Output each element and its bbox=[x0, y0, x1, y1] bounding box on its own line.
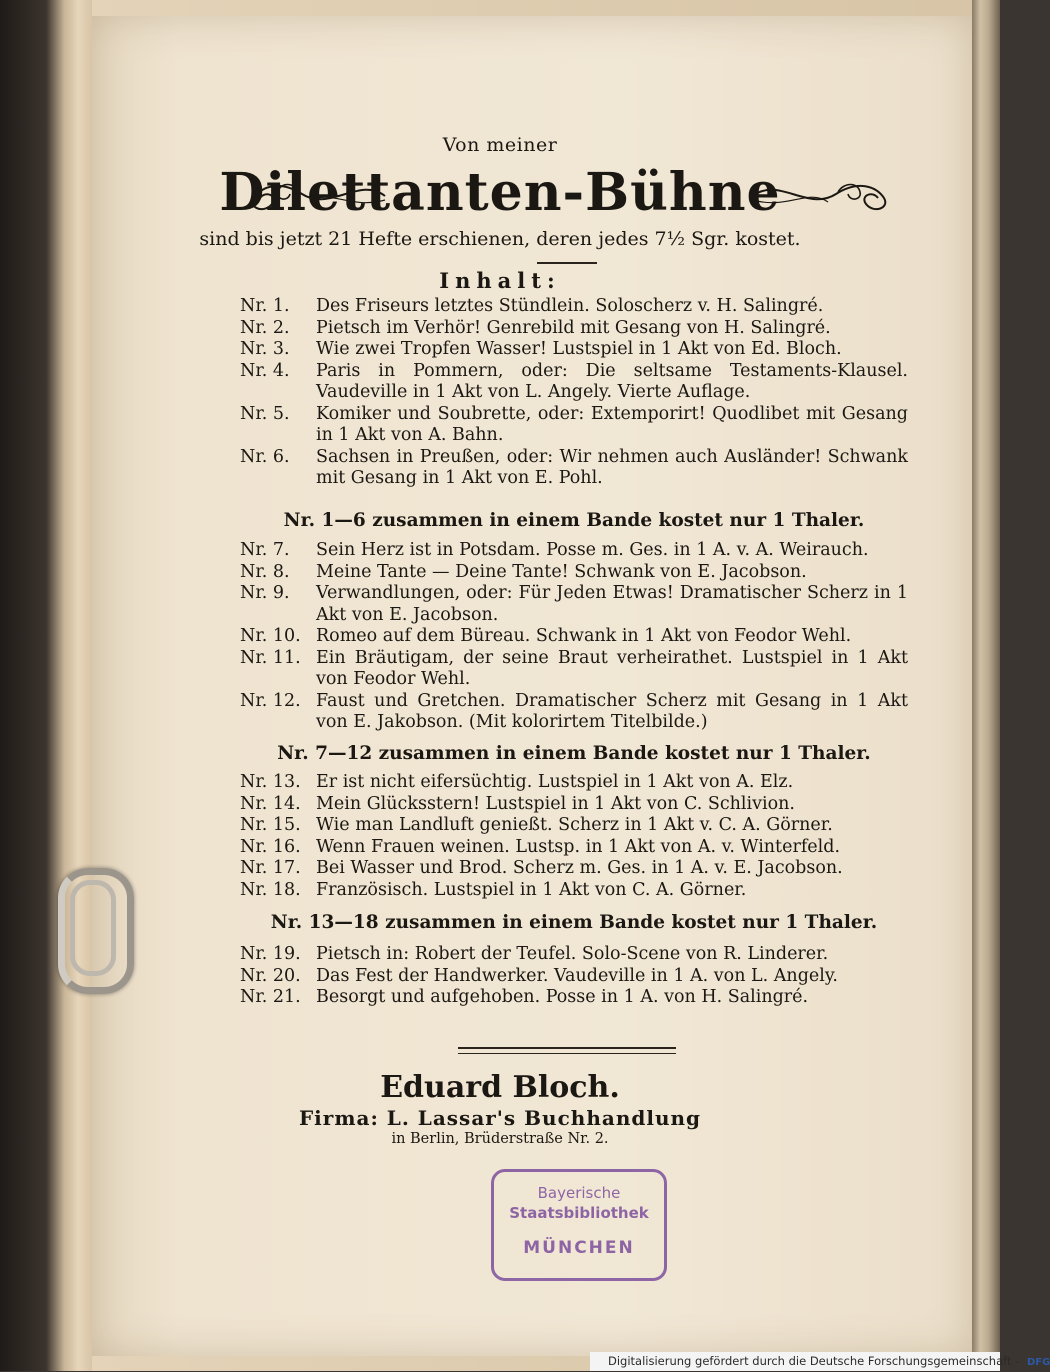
entry-text: Bei Wasser und Brod. Scherz m. Ges. in 1 A. v. E. Jacobson. bbox=[316, 858, 843, 878]
entry-number: Nr. 9. bbox=[240, 583, 290, 603]
list-item bbox=[240, 691, 908, 734]
entry-number: Nr. 13. bbox=[240, 772, 301, 792]
list-item bbox=[240, 987, 908, 1009]
list-item bbox=[240, 583, 908, 626]
contents-heading: Inhalt: bbox=[439, 268, 561, 293]
dfg-logo-icon: DFG bbox=[1026, 1357, 1050, 1368]
publisher-name: Eduard Bloch. bbox=[380, 1070, 620, 1105]
entry-text: Meine Tante — Deine Tante! Schwank von E. Jacobson. bbox=[316, 561, 807, 582]
list-item bbox=[240, 339, 908, 361]
list-item bbox=[240, 318, 908, 340]
list-item bbox=[240, 815, 908, 837]
entry-text: Französisch. Lustspiel in 1 Akt von C. A. Görner. bbox=[316, 879, 747, 900]
entry-number: Nr. 6. bbox=[240, 446, 290, 467]
entry-text: Ein Bräutigam, der seine Braut verheirathet. Lustspiel in 1 Akt von Feodor Wehl. bbox=[316, 647, 908, 689]
entry-text: Wie zwei Tropfen Wasser! Lustspiel in 1 Akt von Ed. Bloch. bbox=[316, 339, 842, 359]
entry-number: Nr. 10. bbox=[240, 626, 301, 646]
list-item bbox=[240, 966, 908, 988]
stamp-line-2: Staatsbibliothek bbox=[509, 1204, 649, 1222]
entry-text: Des Friseurs letztes Stündlein. Soloscherz v. H. Salingré. bbox=[316, 296, 824, 316]
list-item bbox=[240, 880, 908, 902]
section-3-list bbox=[240, 772, 908, 901]
entry-text: Paris in Pommern, oder: Die seltsame Testaments-Klausel. Vaudeville in 1 Akt von L. Angely. Vierte Auflage. bbox=[316, 360, 908, 402]
entry-number: Nr. 18. bbox=[240, 879, 301, 900]
list-item bbox=[240, 837, 908, 859]
entry-number: Nr. 7. bbox=[240, 540, 290, 560]
entry-number: Nr. 21. bbox=[240, 987, 301, 1007]
funding-footer bbox=[590, 1352, 1050, 1371]
entry-number: Nr. 2. bbox=[240, 317, 290, 338]
list-item bbox=[240, 562, 908, 584]
pre-title: Von meiner bbox=[442, 134, 558, 156]
entry-text: Wenn Frauen weinen. Lustsp. in 1 Akt von A. v. Winterfeld. bbox=[316, 836, 841, 857]
section-2-summary: Nr. 7—12 zusammen in einem Bande kostet nur 1 Thaler. bbox=[277, 743, 871, 764]
divider bbox=[537, 262, 597, 264]
stamp-line-3: MÜNCHEN bbox=[523, 1238, 635, 1258]
entry-number: Nr. 15. bbox=[240, 815, 301, 835]
section-4-list bbox=[240, 944, 908, 1009]
entry-text: Sachsen in Preußen, oder: Wir nehmen auch Ausländer! Schwank mit Gesang in 1 Akt von E. Pohl. bbox=[316, 446, 908, 488]
title: Dilettanten-Bühne bbox=[219, 162, 781, 223]
entry-text: Wie man Landluft genießt. Scherz in 1 Akt v. C. A. Görner. bbox=[316, 815, 833, 835]
entry-text: Faust und Gretchen. Dramatischer Scherz mit Gesang in 1 Akt von E. Jakobson. (Mit kolorirtem Titelbilde.) bbox=[316, 690, 908, 732]
entry-number: Nr. 14. bbox=[240, 793, 301, 814]
entry-text: Er ist nicht eifersüchtig. Lustspiel in 1 Akt von A. Elz. bbox=[316, 772, 794, 792]
right-flourish-icon bbox=[748, 168, 898, 218]
list-item bbox=[240, 858, 908, 880]
entry-number: Nr. 19. bbox=[240, 944, 301, 964]
list-item bbox=[240, 626, 908, 648]
entry-text: Verwandlungen, oder: Für Jeden Etwas! Dramatischer Scherz in 1 Akt von E. Jacobson. bbox=[316, 583, 908, 625]
entry-number: Nr. 5. bbox=[240, 403, 290, 424]
entry-number: Nr. 11. bbox=[240, 647, 301, 668]
entry-text: Pietsch im Verhör! Genrebild mit Gesang von H. Salingré. bbox=[316, 317, 831, 338]
entry-text: Komiker und Soubrette, oder: Extemporirt! Quodlibet mit Gesang in 1 Akt von A. Bahn. bbox=[316, 403, 908, 445]
list-item bbox=[240, 944, 908, 966]
entry-number: Nr. 1. bbox=[240, 296, 290, 316]
section-2-list bbox=[240, 540, 908, 734]
list-item bbox=[240, 648, 908, 691]
divider-double bbox=[458, 1047, 676, 1054]
entry-number: Nr. 16. bbox=[240, 836, 301, 857]
entry-number: Nr. 4. bbox=[240, 360, 290, 381]
section-3-summary: Nr. 13—18 zusammen in einem Bande kostet nur 1 Thaler. bbox=[270, 912, 878, 933]
list-item bbox=[240, 540, 908, 562]
list-item bbox=[240, 794, 908, 816]
list-item bbox=[240, 404, 908, 447]
entry-number: Nr. 20. bbox=[240, 965, 301, 986]
list-item bbox=[240, 447, 908, 490]
entry-text: Mein Glücksstern! Lustspiel in 1 Akt von C. Schlivion. bbox=[316, 793, 795, 814]
entry-text: Pietsch in: Robert der Teufel. Solo-Scene von R. Linderer. bbox=[316, 944, 829, 964]
publisher-address: in Berlin, Brüderstraße Nr. 2. bbox=[391, 1131, 609, 1147]
section-1-summary: Nr. 1—6 zusammen in einem Bande kostet nur 1 Thaler. bbox=[283, 510, 865, 531]
list-item bbox=[240, 772, 908, 794]
entry-number: Nr. 17. bbox=[240, 858, 301, 878]
entry-number: Nr. 12. bbox=[240, 690, 301, 711]
list-item bbox=[240, 296, 908, 318]
entry-text: Besorgt und aufgehoben. Posse in 1 A. von H. Salingré. bbox=[316, 987, 809, 1007]
stamp-line-1: Bayerische bbox=[537, 1184, 621, 1202]
footer-text: Digitalisierung gefördert durch die Deutsche Forschungsgemeinschaft - bbox=[608, 1354, 1020, 1368]
entry-number: Nr. 8. bbox=[240, 561, 290, 582]
section-1-list bbox=[240, 296, 908, 490]
subtitle: sind bis jetzt 21 Hefte erschienen, deren jedes 7½ Sgr. kostet. bbox=[199, 228, 801, 250]
list-item bbox=[240, 361, 908, 404]
entry-text: Sein Herz ist in Potsdam. Posse m. Ges. in 1 A. v. A. Weirauch. bbox=[316, 540, 869, 560]
entry-number: Nr. 3. bbox=[240, 339, 290, 359]
entry-text: Romeo auf dem Büreau. Schwank in 1 Akt von Feodor Wehl. bbox=[316, 626, 852, 646]
publisher-firm: Firma: L. Lassar's Buchhandlung bbox=[298, 1106, 702, 1130]
library-stamp bbox=[491, 1169, 667, 1281]
paper-clip-inner bbox=[70, 880, 116, 976]
entry-text: Das Fest der Handwerker. Vaudeville in 1 A. von L. Angely. bbox=[316, 965, 838, 986]
